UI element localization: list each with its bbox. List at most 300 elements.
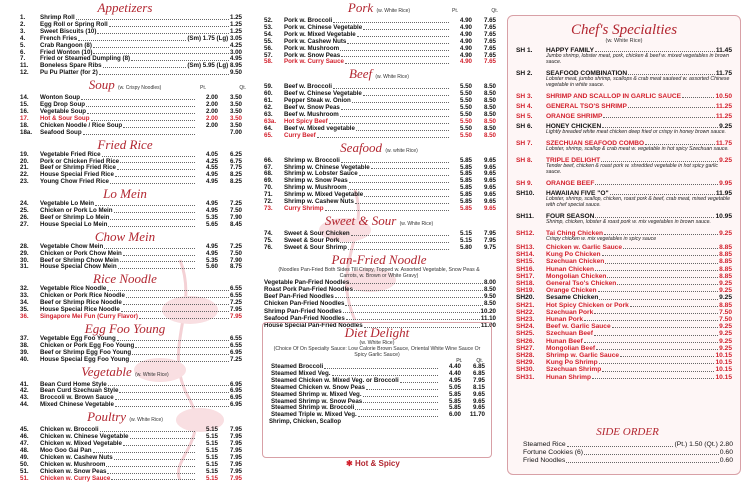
chef-special-item[interactable] [508, 352, 740, 359]
menu-item[interactable] [256, 286, 502, 293]
item-name: Sweet & Sour Pork [284, 236, 340, 244]
item-price: 6.95 [229, 401, 242, 409]
beef-title-text: Beef [349, 66, 373, 82]
item-price-pint: 4.95 [205, 171, 218, 179]
item-price: 6.95 [229, 348, 242, 356]
item-name: Shrimp w. Garlic Sauce [546, 352, 620, 360]
menu-item[interactable] [20, 264, 242, 271]
leader-dots [620, 352, 714, 357]
item-price-pint: 4.95 [205, 200, 218, 208]
item-name: Vegetable Soup [40, 107, 87, 115]
chef-special-item[interactable] [508, 302, 740, 309]
item-number: 70. [264, 184, 273, 192]
chef-special-item[interactable] [508, 244, 740, 251]
item-price: 8.50 [483, 300, 496, 308]
leader-dots [93, 43, 229, 48]
item-name: Wonton Soup [40, 94, 81, 102]
item-price-quart: 9.65 [472, 404, 485, 412]
item-name: ORANGE BEEF [546, 180, 595, 187]
item-number: 63. [264, 110, 273, 118]
item-number: SH22. [516, 308, 535, 316]
sweet-sour-title [256, 214, 502, 231]
leader-dots [126, 293, 229, 298]
item-price: 11.95 [715, 190, 732, 198]
item-price-quart: 7.65 [483, 23, 496, 31]
item-name: Mixed Chinese Vegetable [40, 401, 114, 409]
sweet-sour-list [256, 231, 502, 252]
item-price-quart: 9.65 [483, 170, 496, 178]
item-number: 17. [20, 114, 29, 122]
item-price-quart: 7.95 [472, 376, 485, 384]
item-name: Vegetable Pan-Fried Noodles [264, 278, 350, 286]
item-name: Orange Chicken [546, 287, 597, 295]
leader-dots [131, 56, 229, 61]
menu-item[interactable] [256, 308, 502, 315]
item-price-quart: 8.75 [229, 263, 242, 271]
leader-dots [115, 172, 195, 177]
chef-special-item[interactable] [508, 323, 740, 330]
item-price-pint: 5.35 [205, 213, 218, 221]
leader-dots [358, 412, 438, 417]
item-price: 10.15 [715, 359, 732, 367]
item-number: SH31. [516, 373, 535, 381]
item-number: 63a. [264, 117, 277, 125]
item-name: Shrimp w. Cashew Nuts [284, 198, 354, 206]
item-name: Steamed Shrimp w. Broccoli [271, 404, 355, 412]
chef-special-item[interactable] [508, 287, 740, 294]
leader-dots [594, 309, 718, 314]
leader-dots [617, 280, 718, 285]
item-name: Seafood Pan-Fried Noodles [264, 315, 345, 323]
item-price-quart: 8.50 [483, 124, 496, 132]
item-price-quart: 7.65 [483, 17, 496, 24]
leader-dots [130, 434, 196, 439]
item-name: Steamed Chicken w. Mixed Veg. or Broccoli [271, 376, 399, 384]
poultry-title-text: Poultry [87, 409, 127, 425]
menu-item[interactable] [20, 130, 242, 137]
menu-item[interactable] [20, 222, 242, 229]
diet-delight-subtitle: (w. White Rice) [359, 340, 395, 346]
item-price: 4.95 [229, 55, 242, 63]
item-name: Szechuan Pork [546, 308, 594, 316]
leader-dots [87, 109, 195, 114]
item-price: 6.95 [229, 394, 242, 402]
rice-noodle-list [0, 286, 250, 321]
leader-dots [108, 222, 195, 227]
leader-dots [78, 36, 186, 41]
item-number: 25. [20, 207, 29, 215]
item-price-quart: 7.75 [229, 164, 242, 172]
leader-dots [599, 359, 715, 364]
item-number: 68. [264, 170, 273, 178]
leader-dots [350, 279, 483, 284]
item-name: Steamed Chicken w. Snow Peas [271, 383, 365, 391]
item-name: Mongolian Beef [546, 344, 596, 352]
appetizers-title: Appetizers [97, 0, 153, 15]
side-order-item[interactable] [523, 457, 733, 465]
item-price-quart: 7.95 [229, 446, 242, 454]
leader-dots [347, 39, 449, 44]
item-name: Chicken or Pork Rice Noodle [40, 292, 125, 300]
menu-item[interactable] [264, 206, 496, 213]
item-price-pint: 4.95 [448, 376, 461, 384]
side-order-list [523, 441, 733, 465]
item-number: SH14. [516, 251, 535, 259]
item-price-pint: 4.05 [205, 150, 218, 158]
menu-item[interactable] [264, 133, 496, 140]
leader-dots [135, 343, 229, 348]
item-name: Broccoli w. Brown Sauce [40, 394, 114, 402]
item-name: Kung Po Shrimp [546, 359, 598, 367]
item-number: 4. [20, 34, 26, 42]
item-price: 9.25 [719, 344, 732, 352]
item-number: 36. [20, 313, 29, 320]
item-number: 43. [20, 394, 29, 402]
leader-dots [604, 230, 718, 235]
item-number: 28. [20, 242, 29, 250]
rice-noodle-title: Rice Noodle [93, 271, 157, 287]
item-price-pint: 5.15 [459, 236, 472, 244]
item-price-pint: 5.50 [459, 90, 472, 98]
item-price: 8.85 [719, 251, 732, 259]
item-number: 55. [264, 37, 273, 45]
item-number: 51. [20, 474, 29, 482]
item-number: 76. [264, 243, 273, 251]
leader-dots [102, 152, 195, 157]
beef-list [256, 84, 502, 139]
item-price-quart: 8.50 [483, 90, 496, 98]
item-price-quart: 3.50 [229, 101, 242, 109]
chef-special-item[interactable] [508, 93, 740, 100]
chef-special-item[interactable] [508, 280, 740, 287]
vegetable-title [0, 365, 250, 382]
vegetable-subtitle: (w. White Rice) [135, 371, 169, 378]
menu-item[interactable] [256, 300, 502, 307]
item-price: 4.25 [229, 41, 242, 49]
poultry-subtitle: (w. White Rice) [129, 417, 163, 424]
item-price-pint: 5.85 [459, 191, 472, 199]
item-number: 75. [264, 236, 273, 244]
chefs-specialties-subtitle: (w. White Rice) [605, 38, 643, 44]
item-price-quart: 3.50 [229, 121, 242, 129]
item-name: Steamed Shrimp w. Mixed Veg. [271, 390, 362, 398]
item-name: Singapore Mei Fun (Curry Flavor) [40, 313, 138, 320]
leader-dots [607, 273, 718, 278]
item-price-quart: 7.65 [483, 51, 496, 59]
item-name: Tai Ching Chicken [546, 230, 604, 237]
chef-special-item[interactable] [508, 338, 740, 345]
menu-item[interactable] [20, 402, 242, 409]
item-name: Pork or Chicken Fried Rice [40, 157, 120, 165]
leader-dots [120, 159, 195, 164]
item-price: 9.25 [719, 230, 732, 237]
item-price: 7.95 [229, 313, 242, 320]
item-name: Steamed Broccoli [271, 363, 324, 370]
chef-special-item[interactable] [508, 273, 740, 280]
item-price: 10.20 [480, 307, 496, 315]
item-price-pint: 4.90 [459, 58, 472, 66]
soup-title-text: Soup [88, 77, 115, 93]
item-name: Bean Curd Szechuan Style [40, 387, 119, 395]
item-name: Chicken or Pork Egg Foo Young [40, 341, 135, 349]
leader-dots [400, 378, 438, 383]
chef-special-item[interactable] [508, 309, 740, 316]
item-name: Szechuan Beef [546, 330, 593, 338]
leader-dots [93, 448, 195, 453]
item-price-quart: 8.50 [483, 131, 496, 139]
item-name: Chicken Pan-Fried Noodles [264, 300, 345, 308]
item-price-quart: 9.65 [483, 156, 496, 164]
leader-dots [364, 192, 449, 197]
chef-special-item[interactable] [508, 113, 740, 120]
chef-special-item[interactable] [508, 366, 740, 373]
leader-dots [351, 231, 449, 236]
leader-dots [595, 213, 714, 218]
item-name: SEAFOOD COMBINATION [546, 69, 628, 77]
item-description: Lightly breaded white meat chicken deep fried or crispy in honey brown sauce. [546, 129, 726, 136]
leader-dots [110, 179, 195, 184]
item-name: Moo Goo Gai Pan [40, 446, 92, 454]
item-name: Fortune Cookies (6) [523, 449, 584, 456]
item-price-pint: 4.95 [205, 178, 218, 186]
item-number: 64. [264, 124, 273, 132]
item-number: SH 9. [516, 180, 533, 187]
item-name: SZECHUAN SEAFOOD COMBO [546, 140, 645, 148]
chef-special-item[interactable] [508, 103, 740, 110]
menu-item[interactable] [264, 59, 496, 66]
item-name: Pork w. Chinese Vegetable [284, 23, 363, 31]
leader-dots [682, 93, 714, 98]
item-name: Shrimp w. Snow Peas [284, 177, 348, 185]
item-number: 57. [264, 51, 273, 59]
item-price-pint: 4.90 [459, 37, 472, 45]
leader-dots [354, 286, 483, 291]
item-number: 66. [264, 156, 273, 164]
item-name: Boneless Spare Ribs [40, 62, 102, 70]
item-name: Beef Pan-Fried Noodles [264, 293, 334, 301]
item-price-pint: 2.00 [205, 121, 218, 129]
pt-label: Pt. [452, 8, 459, 14]
lo-mein-title: Lo Mein [103, 186, 147, 202]
item-name: House Special Chow Mein [40, 263, 117, 271]
item-price-pint: 4.90 [459, 51, 472, 59]
item-name: Fried Noodles [523, 457, 566, 464]
chefs-specialties-box [507, 15, 741, 475]
item-number: 19. [20, 150, 29, 158]
item-price: 9.25 [719, 294, 732, 302]
side-order-item[interactable] [523, 441, 733, 449]
item-price-pint: 2.00 [205, 101, 218, 109]
item-name: Hunan Pork [546, 316, 584, 324]
leader-dots [139, 314, 229, 319]
item-number: SH11. [516, 213, 534, 220]
item-number: 6. [20, 48, 26, 56]
item-price-quart: 8.50 [483, 110, 496, 118]
item-price-quart: 6.85 [472, 363, 485, 370]
qt-label: Qt. [239, 85, 246, 92]
chef-special-item[interactable] [508, 266, 740, 273]
item-name: TRIPLE DELIGHT [546, 157, 601, 165]
item-name: Chicken or Pork Chow Mein [40, 249, 122, 257]
leader-dots [584, 449, 719, 455]
leader-dots [119, 388, 229, 393]
item-price-quart: 9.65 [472, 397, 485, 405]
leader-dots [93, 50, 228, 55]
item-price: 6.55 [229, 334, 242, 342]
item-price-pint: 4.40 [448, 369, 461, 377]
chef-special-item[interactable] [508, 374, 740, 381]
chili-pepper-icon: ✱ [346, 459, 353, 468]
item-number: 20. [20, 157, 29, 165]
item-price-quart: 8.50 [483, 83, 496, 91]
leader-dots [99, 70, 229, 75]
leader-dots [100, 427, 195, 432]
item-number: 65. [264, 131, 273, 139]
item-price-quart: 9.65 [483, 177, 496, 185]
item-price-pint: 5.15 [205, 426, 218, 434]
chef-special-item[interactable] [508, 345, 740, 352]
leader-dots [584, 316, 718, 321]
leader-dots [81, 95, 195, 100]
item-price-pint: 4.95 [205, 207, 218, 215]
item-price-quart: 7.65 [483, 44, 496, 52]
item-name: Steamed Shrimp w. Snow Peas [271, 397, 363, 405]
item-number: SH 3. [516, 92, 533, 100]
leader-dots [121, 307, 229, 312]
leader-dots [355, 405, 438, 410]
item-name: Shrimp Pan-Fried Noodles [264, 307, 342, 315]
seafood-title-text: Seafood [340, 139, 383, 155]
item-number: 32. [20, 285, 29, 293]
chef-special-item[interactable] [508, 359, 740, 366]
item-price-quart: 6.85 [472, 369, 485, 377]
leader-dots [123, 123, 195, 128]
item-price-pint: 5.50 [459, 83, 472, 91]
item-price-quart: 8.25 [229, 178, 242, 186]
item-price: 9.25 [719, 123, 732, 131]
item-price: 10.95 [715, 213, 732, 220]
item-price: 6.95 [229, 380, 242, 388]
item-price: 8.85 [719, 244, 732, 251]
item-number: 52. [264, 17, 273, 24]
item-number: SH17. [516, 272, 535, 280]
seafood-list [256, 158, 502, 213]
leader-dots [106, 462, 195, 467]
chef-special-item[interactable] [508, 251, 740, 258]
diet-delight-box [262, 322, 492, 458]
item-name: House Special Fried Rice [40, 171, 114, 179]
item-name: Egg Drop Soup [40, 101, 86, 109]
item-price-pint: 5.65 [205, 220, 218, 228]
menu-item[interactable] [256, 279, 502, 286]
item-price: 11.75 [715, 69, 732, 77]
item-number: 74. [264, 229, 273, 237]
leader-dots [598, 287, 719, 292]
leader-dots [343, 308, 480, 313]
item-price: 10.50 [715, 92, 732, 100]
item-number: SH30. [516, 366, 535, 374]
leader-dots [595, 47, 715, 52]
leader-dots [324, 364, 438, 369]
leader-dots [363, 91, 449, 96]
soup-pt-qt-header [200, 81, 246, 95]
menu-item[interactable] [20, 179, 242, 186]
menu-item[interactable] [20, 476, 242, 483]
item-price-pint: 5.50 [459, 104, 472, 112]
leader-dots [332, 371, 439, 376]
item-name: Beef or Shrimp Egg Foo Young [40, 348, 132, 356]
item-number: 67. [264, 163, 273, 171]
chef-special-item[interactable] [508, 330, 740, 337]
chef-special-item[interactable] [508, 180, 740, 187]
side-order-item[interactable] [523, 449, 733, 457]
item-name: Bean Curd Home Style [40, 380, 107, 388]
item-price-quart: 9.75 [483, 243, 496, 251]
menu-item[interactable] [264, 245, 496, 252]
item-name: Pepper Steak w. Onion [284, 97, 351, 105]
item-number: 21. [20, 164, 29, 172]
leader-dots [345, 59, 449, 64]
fried-rice-list [0, 152, 250, 187]
item-price-quart: 3.50 [229, 107, 242, 115]
item-number: 46. [20, 433, 29, 441]
item-name: Beef or Shrimp Rice Noodle [40, 299, 122, 307]
item-price: 8.85 [719, 301, 732, 309]
leader-dots [610, 190, 715, 195]
hot-spicy-label: Hot & Spicy [354, 459, 400, 468]
seafood-title [256, 141, 502, 158]
menu-item[interactable] [271, 412, 485, 419]
item-price-quart: 9.65 [483, 163, 496, 171]
item-price: 8.85 [719, 272, 732, 280]
leader-dots [352, 98, 449, 103]
leader-dots [335, 293, 483, 298]
item-number: SH20. [516, 294, 535, 302]
item-name: Beef or Shrimp Chow Mein [40, 256, 119, 264]
chef-special-item[interactable] [508, 316, 740, 323]
item-price-quart: 7.95 [229, 453, 242, 461]
menu-item[interactable] [256, 293, 502, 300]
item-number: 51. [20, 467, 29, 475]
item-name: Beef or Shrimp Lo Mein [40, 213, 110, 221]
menu-column-left [0, 0, 250, 485]
chefs-specialties-list [508, 47, 740, 381]
qt-label: Qt. [491, 8, 498, 14]
item-price-quart: 9.65 [483, 198, 496, 206]
leader-dots [95, 201, 195, 206]
menu-item[interactable] [20, 357, 242, 364]
item-name: Pork w. Mixed Vegetable [284, 30, 356, 38]
item-price-pint: 2.00 [205, 107, 218, 115]
item-number: SH13. [516, 244, 535, 251]
item-price-pint: 4.90 [459, 23, 472, 31]
leader-dots [628, 103, 715, 108]
menu-item[interactable] [20, 70, 242, 77]
qt-label: Qt. [476, 358, 483, 364]
item-price: 6.55 [229, 292, 242, 300]
chef-special-item[interactable] [508, 294, 740, 301]
chef-special-item[interactable] [508, 258, 740, 265]
vegetable-title-text: Vegetable [81, 363, 132, 379]
leader-dots [111, 476, 195, 481]
leader-dots [602, 366, 714, 371]
leader-dots [341, 53, 449, 58]
item-price-pint: 4.90 [459, 44, 472, 52]
item-number: 27. [20, 220, 29, 228]
item-name: Vegetable Lo Mein [40, 200, 94, 208]
menu-item[interactable] [20, 314, 242, 321]
item-price: 9.25 [719, 287, 732, 295]
